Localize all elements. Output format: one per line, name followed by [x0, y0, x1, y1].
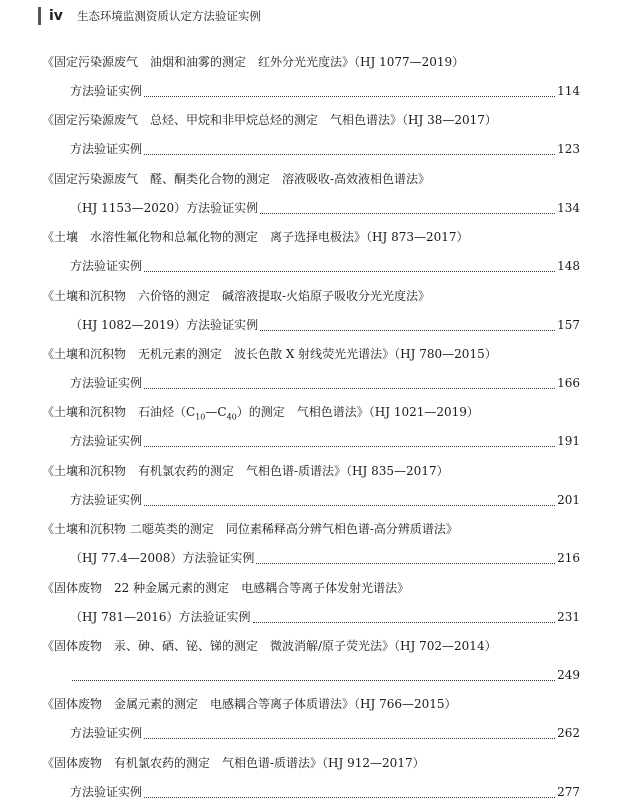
toc-entry[interactable] [42, 749, 580, 807]
toc-page-number: 231 [557, 609, 580, 624]
dot-leader [260, 212, 555, 214]
dot-leader [144, 445, 555, 447]
toc-entry-continuation: （HJ 1153—2020）方法验证实例 [70, 200, 259, 215]
dot-leader [144, 270, 555, 272]
toc-page-number: 249 [557, 667, 580, 682]
toc-entry[interactable] [42, 457, 580, 515]
header-title: 生态环境监测资质认定方法验证实例 [76, 9, 261, 23]
toc-entry[interactable] [42, 398, 580, 456]
toc-entry[interactable] [42, 690, 580, 748]
toc-entry-continuation: （HJ 1082—2019）方法验证实例 [70, 317, 259, 332]
toc-entry[interactable] [42, 48, 580, 106]
toc-entry-title: 《固体废物 有机氯农药的测定 气相色谱-质谱法》（HJ 912—2017） [42, 755, 425, 770]
toc-page-number: 201 [557, 492, 580, 507]
toc-page-number: 123 [557, 142, 580, 157]
toc-page-number: 216 [557, 551, 580, 566]
dot-leader [144, 387, 555, 389]
toc-entry-title: 《土壤和沉积物 二噁英类的测定 同位素稀释高分辨气相色谱-高分辨质谱法》 [42, 522, 458, 537]
toc-entry-title: 《固体废物 金属元素的测定 电感耦合等离子体质谱法》（HJ 766—2015） [42, 697, 457, 712]
dot-leader [144, 95, 555, 97]
toc-entry-continuation: 方法验证实例 [70, 259, 143, 274]
toc-entry-title: 《固定污染源废气 醛、酮类化合物的测定 溶液吸收-高效液相色谱法》 [42, 171, 431, 186]
toc-page-number: 277 [557, 784, 580, 799]
toc-entry-title: 《固定污染源废气 油烟和油雾的测定 红外分光光度法》（HJ 1077—2019） [42, 55, 465, 69]
toc-entry[interactable] [42, 574, 580, 632]
toc-title-part: ）的测定 气相色谱法》（HJ 1021—2019） [236, 405, 479, 420]
toc-page-number: 148 [557, 259, 580, 274]
toc-entry[interactable] [42, 106, 580, 164]
toc-entry-continuation: （HJ 781—2016）方法验证实例 [70, 609, 251, 624]
toc-entry[interactable] [42, 340, 580, 398]
toc-entry-continuation: 方法验证实例 [70, 142, 143, 157]
toc-entry-title: 《固体废物 22 种金属元素的测定 电感耦合等离子体发射光谱法》 [42, 580, 410, 595]
header-page-number: iv [49, 8, 63, 24]
toc-entry-title: 《固定污染源废气 总烃、甲烷和非甲烷总烃的测定 气相色谱法》（HJ 38—2017） [42, 113, 497, 128]
dot-leader [253, 621, 556, 623]
toc-entry-continuation: 方法验证实例 [70, 492, 143, 507]
toc-title-part: 《土壤和沉积物 石油烃（C [42, 405, 196, 420]
toc-entry-title: 《土壤和沉积物 有机氯农药的测定 气相色谱-质谱法》（HJ 835—2017） [42, 463, 449, 478]
toc-page-number: 191 [557, 434, 580, 449]
toc-entry-continuation: 方法验证实例 [70, 726, 143, 741]
dot-leader [144, 504, 555, 506]
toc-page-number: 114 [557, 84, 580, 98]
header-rule [38, 7, 41, 25]
toc-page-number: 262 [557, 726, 580, 741]
toc-entry[interactable] [42, 223, 580, 281]
toc-entry-continuation: 方法验证实例 [70, 784, 143, 799]
toc-entry-continuation: 方法验证实例 [70, 434, 143, 449]
dot-leader [144, 153, 555, 155]
toc-entry[interactable] [42, 165, 580, 223]
toc-title-part: —C [205, 405, 227, 420]
toc-page-number: 157 [557, 317, 580, 332]
subscript-carbon-end: 40 [226, 412, 237, 422]
table-of-contents [42, 48, 580, 807]
toc-entry-title: 《固体废物 汞、砷、硒、铋、锑的测定 微波消解/原子荧光法》（HJ 702—2014） [42, 638, 497, 653]
dot-leader [144, 737, 555, 739]
toc-entry-title: 《土壤 水溶性氟化物和总氟化物的测定 离子选择电极法》（HJ 873—2017） [42, 230, 469, 245]
toc-entry[interactable] [42, 515, 580, 573]
running-header [38, 6, 261, 26]
toc-entry-continuation: （HJ 77.4—2008）方法验证实例 [70, 551, 255, 566]
dot-leader [72, 679, 555, 681]
toc-entry-title: 《土壤和沉积物 无机元素的测定 波长色散 X 射线荧光光谱法》（HJ 780—2015） [42, 346, 497, 361]
toc-page-number: 134 [557, 200, 580, 215]
toc-entry-continuation: 方法验证实例 [70, 84, 143, 98]
toc-entry-title: 《土壤和沉积物 六价铬的测定 碱溶液提取-火焰原子吸收分光光度法》 [42, 288, 431, 303]
dot-leader [144, 796, 555, 798]
toc-entry-continuation: 方法验证实例 [70, 375, 143, 390]
toc-entry[interactable] [42, 282, 580, 340]
dot-leader [256, 562, 555, 564]
dot-leader [260, 329, 555, 331]
toc-entry-title [42, 398, 580, 427]
toc-page-number: 166 [557, 375, 580, 390]
subscript-carbon-start: 10 [195, 412, 206, 422]
toc-entry[interactable] [42, 632, 580, 690]
